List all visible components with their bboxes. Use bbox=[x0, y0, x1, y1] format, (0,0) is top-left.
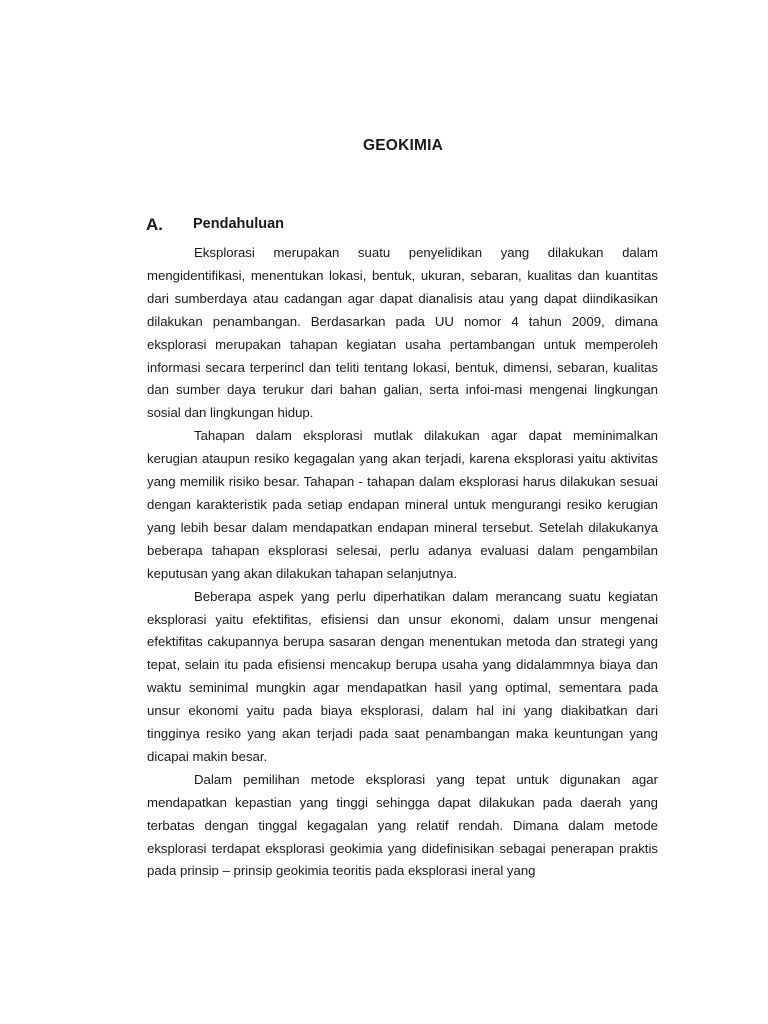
paragraph-2: Tahapan dalam eksplorasi mutlak dilakukan agar dapat meminimalkan kerugian ataupun resiko kegagalan yang akan terjadi, karena eksplorasi yaitu aktivitas yang memilik risiko besar. Tahapan - tahapan dalam eksplorasi harus dilakukan sesuai dengan karakteristik pada setiap endapan mineral untuk mengurangi resiko kerugian yang lebih besar dalam mendapatkan endapan mineral tersebut. Setelah dilakukanya beberapa tahapan eksplorasi selesai, perlu adanya evaluasi dalam pengambilan keputusan yang akan dilakukan tahapan selanjutnya. bbox=[147, 428, 658, 581]
body-text bbox=[147, 242, 658, 883]
section-heading: Pendahuluan bbox=[193, 216, 285, 232]
paragraph-3: Beberapa aspek yang perlu diperhatikan dalam merancang suatu kegiatan eksplorasi yaitu efektifitas, efisiensi dan unsur ekonomi, dalam unsur mengenai efektifitas cakupannya berupa sasaran dengan menentukan metoda dan strategi yang tepat, selain itu pada efisiensi mencakup berupa usaha yang didalammnya biaya dan waktu seminimal mungkin agar mendapatkan hasil yang optimal, sementara pada unsur ekonomi yaitu pada biaya eksplorasi, dalam hal ini yang diakibatkan dari tingginya resiko yang akan terjadi pada saat penambangan maka keuntungan yang dicapai makin besar. bbox=[147, 588, 658, 764]
paragraph-1: Eksplorasi merupakan suatu penyelidikan yang dilakukan dalam mengidentifikasi, menentukan lokasi, bentuk, ukuran, sebaran, kualitas dan kuantitas dari sumberdaya atau cadangan agar dapat dianalisis atau yang dapat diindikasikan dilakukan penambangan. Berdasarkan pada UU nomor 4 tahun 2009, dimana eksplorasi merupakan tahapan kegiatan usaha pertambangan untuk memperoleh informasi secara terperincl dan teliti tentang lokasi, bentuk, dimensi, sebaran, kualitas dan sumber daya terukur dari bahan galian, serta infoi-masi mengenai lingkungan sosial dan lingkungan hidup. bbox=[147, 245, 658, 421]
document-title: GEOKIMIA bbox=[363, 137, 443, 154]
paragraph-4: Dalam pemilihan metode eksplorasi yang tepat untuk digunakan agar mendapatkan kepastian yang tinggi sehingga dapat dilakukan pada daerah yang terbatas dengan tinggal kegagalan yang relatif rendah. Dimana dalam metode eksplorasi terdapat eksplorasi geokimia yang didefinisikan sebagai penerapan praktis pada prinsip – prinsip geokimia teoritis pada eksplorasi ineral yang bbox=[147, 771, 658, 879]
section-letter: A. bbox=[146, 215, 163, 234]
